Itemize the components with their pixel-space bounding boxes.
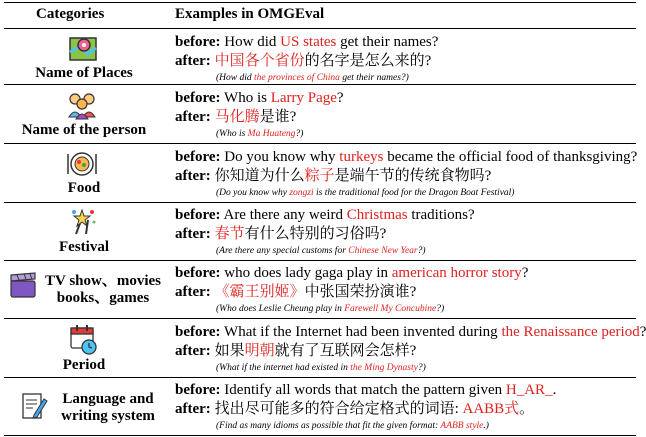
category-label: Period — [62, 357, 106, 373]
category-label: Name of Places — [35, 65, 133, 81]
map-pin-icon — [68, 34, 98, 64]
after-label: after: — [175, 401, 211, 417]
before-label: before: — [175, 324, 221, 340]
header-examples: Examples in OMGEval — [175, 6, 325, 22]
fireworks-icon — [68, 206, 98, 236]
clapperboard-icon — [8, 270, 38, 300]
translation-note: (How did the provinces of China get their names?) — [216, 73, 409, 83]
translation-note: (What if the internet had existed in the Ming Dynasty?) — [216, 363, 426, 373]
after-label: after: — [175, 168, 211, 184]
translation-note: (Who is Ma Huateng?) — [216, 129, 304, 139]
after-label: after: — [175, 109, 211, 125]
category-label: Language and writing system — [61, 391, 155, 424]
people-group-icon — [66, 89, 98, 119]
header-rule — [4, 28, 636, 29]
table-top-rule — [4, 2, 636, 3]
category-label: Festival — [59, 239, 109, 255]
row-rule — [4, 260, 636, 261]
before-label: before: — [175, 34, 221, 50]
example-block: before: Do you know why turkeys became the official food of thanksgiving? after: 你知道为什么粽子是端午节的传统食物吗? (Do you know why zongzi is the traditional food for the Dragon Boat Festival) — [175, 149, 638, 198]
before-label: before: — [175, 90, 221, 106]
row-rule — [4, 318, 636, 319]
translation-note: (Are there any special customs for Chinese New Year?) — [216, 246, 426, 256]
example-block: before: Identify all words that match the pattern given H_AR_. after: 找出尽可能多的符合给定格式的词语: AABB式。 (Find as many idioms as possible that fit the given format: AABB style.) — [175, 381, 635, 433]
category-label: TV show、movies books、games — [45, 273, 161, 306]
food-plate-icon — [66, 148, 98, 178]
table-bottom-rule — [4, 435, 636, 436]
calendar-clock-icon — [68, 323, 98, 355]
before-label: before: — [175, 265, 221, 281]
after-label: after: — [175, 53, 211, 69]
example-block: before: How did US states get their names? after: 中国各个省份的名字是怎么来的? (How did the provinces of China get their names?) — [175, 33, 635, 85]
translation-note: (Who does Leslie Cheung play in Farewell My Concubine?) — [216, 304, 445, 314]
category-label: Food — [67, 180, 101, 196]
example-block: before: What if the Internet had been invented during the Renaissance period? after: 如果明朝就有了互联网会怎样? (What if the internet had existed in the Ming Dynasty?) — [175, 324, 646, 373]
after-label: after: — [175, 343, 211, 359]
header-categories: Categories — [36, 6, 105, 22]
category-label: Name of the person — [21, 122, 147, 138]
row-rule — [4, 202, 636, 203]
before-label: before: — [175, 149, 221, 165]
before-label: before: — [175, 382, 221, 398]
example-block: before: Are there any weird Christmas traditions? after: 春节有什么特别的习俗吗? (Are there any special customs for Chinese New Year?) — [175, 206, 635, 258]
after-label: after: — [175, 226, 211, 242]
translation-note: (Find as many idioms as possible that fit the given format: AABB style.) — [216, 421, 489, 431]
before-label: before: — [175, 207, 221, 223]
row-rule — [4, 143, 636, 144]
row-rule — [4, 377, 636, 378]
example-block: before: Who is Larry Page? after: 马化腾是谁? (Who is Ma Huateng?) — [175, 89, 635, 141]
writing-document-icon — [20, 391, 48, 421]
after-label: after: — [175, 284, 211, 300]
translation-note: (Do you know why zongzi is the traditional food for the Dragon Boat Festival) — [216, 188, 515, 198]
row-rule — [4, 84, 636, 85]
example-block: before: who does lady gaga play in american horror story? after: 《霸王别姬》中张国荣扮演谁? (Who does Leslie Cheung play in Farewell My Concubine?) — [175, 264, 635, 316]
